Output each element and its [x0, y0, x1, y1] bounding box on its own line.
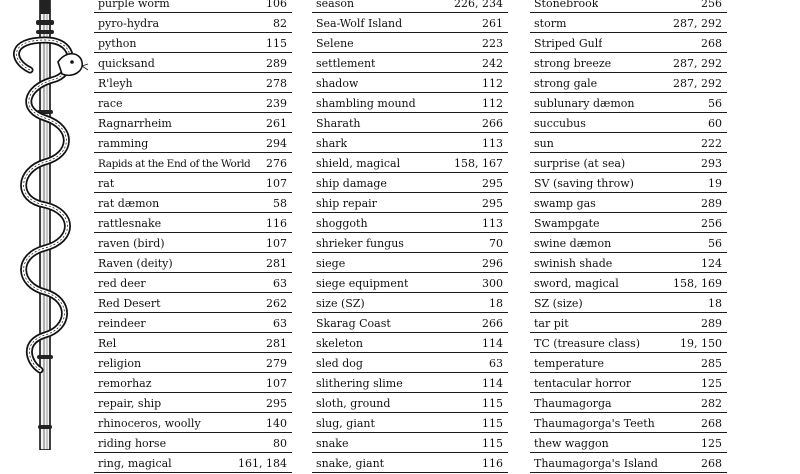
index-term: slithering slime	[316, 377, 403, 390]
index-page-number: 294	[266, 137, 287, 150]
index-entry	[530, 174, 727, 193]
index-page-number: 289	[701, 197, 722, 210]
index-term: SV (saving throw)	[534, 177, 634, 190]
index-entry	[312, 54, 508, 73]
index-page-number: 63	[273, 277, 287, 290]
index-entry	[312, 274, 508, 293]
index-entry	[530, 294, 727, 313]
index-term: settlement	[316, 57, 376, 70]
index-page-number: 223	[482, 37, 503, 50]
index-entry	[312, 234, 508, 253]
index-term: Sea-Wolf Island	[316, 17, 403, 30]
index-term: Rapids at the End of the World	[98, 158, 251, 170]
index-entry	[530, 74, 727, 93]
index-term: Selene	[316, 37, 354, 50]
index-entry	[530, 314, 727, 333]
index-page-number: 107	[266, 237, 287, 250]
index-term: reindeer	[98, 317, 146, 330]
index-entry	[94, 234, 292, 253]
index-entry	[94, 54, 292, 73]
index-term: Ragnarrheim	[98, 117, 172, 130]
index-term: storm	[534, 17, 567, 30]
index-page-number: 268	[701, 37, 722, 50]
index-entry	[530, 234, 727, 253]
index-entry	[94, 354, 292, 373]
index-page-number: 287, 292	[673, 57, 722, 70]
index-page-number: 266	[482, 117, 503, 130]
index-entry	[530, 414, 727, 433]
index-page-number: 295	[266, 397, 287, 410]
index-entry	[312, 34, 508, 53]
index-entry	[530, 214, 727, 233]
index-page-number: 56	[708, 97, 722, 110]
index-term: pyro-hydra	[98, 17, 160, 30]
index-term: religion	[98, 357, 142, 370]
index-term: purple worm	[98, 0, 170, 10]
index-term: sword, magical	[534, 277, 619, 290]
index-entry	[94, 214, 292, 233]
index-page-number: 125	[701, 377, 722, 390]
index-term: Red Desert	[98, 297, 161, 310]
index-page-number: 114	[482, 377, 503, 390]
index-term: size (SZ)	[316, 297, 365, 310]
index-page-number: 60	[708, 117, 722, 130]
index-term: Thaumagorga's Island	[534, 457, 658, 470]
index-page-number: 158, 169	[673, 277, 722, 290]
index-term: thew waggon	[534, 437, 609, 450]
index-term: slug, giant	[316, 417, 375, 430]
index-page-number: 289	[266, 57, 287, 70]
index-page-number: 226, 234	[454, 0, 503, 10]
index-term: riding horse	[98, 437, 167, 450]
index-entry	[530, 114, 727, 133]
index-term: swine dæmon	[534, 237, 612, 250]
index-page-number: 58	[273, 197, 287, 210]
index-entry	[94, 74, 292, 93]
index-page-number: 112	[482, 77, 503, 90]
index-term: swinish shade	[534, 257, 613, 270]
index-entry	[530, 334, 727, 353]
index-page-number: 158, 167	[454, 157, 503, 170]
index-entry	[530, 154, 727, 173]
index-term: Sharath	[316, 117, 361, 130]
index-term: R'leyh	[98, 77, 133, 90]
index-entry	[312, 214, 508, 233]
index-page-number: 268	[701, 457, 722, 470]
index-term: sloth, ground	[316, 397, 391, 410]
index-entry	[94, 14, 292, 33]
index-term: sublunary dæmon	[534, 97, 635, 110]
index-entry	[530, 354, 727, 373]
index-page-number: 256	[701, 217, 722, 230]
index-term: succubus	[534, 117, 586, 130]
index-entry	[312, 0, 508, 13]
index-page-number: 239	[266, 97, 287, 110]
index-term: sled dog	[316, 357, 363, 370]
index-term: Striped Gulf	[534, 37, 603, 50]
index-entry	[530, 0, 727, 13]
index-term: rat dæmon	[98, 197, 160, 210]
index-page-number: 300	[482, 277, 503, 290]
index-page-number: 82	[273, 17, 287, 30]
index-page-number: 278	[266, 77, 287, 90]
index-page-number: 63	[273, 317, 287, 330]
index-entry	[312, 374, 508, 393]
index-term: raven (bird)	[98, 237, 165, 250]
index-term: skeleton	[316, 337, 363, 350]
index-page-number: 124	[701, 257, 722, 270]
index-page-number: 256	[701, 0, 722, 10]
index-term: ring, magical	[98, 457, 172, 470]
index-term: SZ (size)	[534, 297, 583, 310]
index-page-number: 63	[489, 357, 503, 370]
index-page-number: 140	[266, 417, 287, 430]
index-page-number: 295	[482, 197, 503, 210]
index-page-number: 281	[266, 337, 287, 350]
index-page-number: 113	[482, 137, 503, 150]
index-page-number: 279	[266, 357, 287, 370]
index-page-number: 107	[266, 177, 287, 190]
index-page-number: 222	[701, 137, 722, 150]
index-page-number: 107	[266, 377, 287, 390]
index-entry	[94, 254, 292, 273]
index-term: red deer	[98, 277, 146, 290]
index-term: Raven (deity)	[98, 257, 173, 270]
index-entry	[530, 14, 727, 33]
index-page-number: 282	[701, 397, 722, 410]
index-page-number: 70	[489, 237, 503, 250]
index-entry	[530, 134, 727, 153]
index-page-number: 18	[489, 297, 503, 310]
index-entry	[94, 294, 292, 313]
index-entry	[312, 294, 508, 313]
index-term: shield, magical	[316, 157, 401, 170]
index-page-number: 56	[708, 237, 722, 250]
index-term: shoggoth	[316, 217, 368, 230]
index-term: repair, ship	[98, 397, 162, 410]
index-term: Swampgate	[534, 217, 600, 230]
index-entry	[94, 134, 292, 153]
index-term: temperature	[534, 357, 605, 370]
index-term: ship repair	[316, 197, 377, 210]
index-term: surprise (at sea)	[534, 157, 626, 170]
index-entry	[312, 74, 508, 93]
index-page-number: 285	[701, 357, 722, 370]
index-term: strong gale	[534, 77, 598, 90]
index-term: Thaumagorga's Teeth	[534, 417, 655, 430]
index-entry	[94, 94, 292, 113]
index-term: tentacular horror	[534, 377, 632, 390]
index-page-number: 106	[266, 0, 287, 10]
index-entry	[530, 34, 727, 53]
index-term: python	[98, 37, 137, 50]
index-term: strong breeze	[534, 57, 612, 70]
index-page-number: 161, 184	[238, 457, 287, 470]
index-entry	[312, 94, 508, 113]
index-entry	[94, 394, 292, 413]
index-entry	[312, 454, 508, 473]
index-entry	[530, 454, 727, 473]
index-term: Rel	[98, 337, 117, 350]
index-page-number: 115	[482, 397, 503, 410]
index-term: siege equipment	[316, 277, 409, 290]
index-entry	[94, 434, 292, 453]
index-page-number: 289	[701, 317, 722, 330]
index-term: shambling mound	[316, 97, 416, 110]
index-term: rat	[98, 177, 115, 190]
index-term: quicksand	[98, 57, 155, 70]
index-entry	[312, 174, 508, 193]
index-page-number: 125	[701, 437, 722, 450]
index-term: siege	[316, 257, 346, 270]
index-page-number: 287, 292	[673, 77, 722, 90]
index-column-3	[530, 0, 727, 474]
index-term: rattlesnake	[98, 217, 162, 230]
index-page-number: 113	[482, 217, 503, 230]
index-page-number: 116	[482, 457, 503, 470]
index-term: season	[316, 0, 355, 10]
serpent-staff-illustration	[0, 0, 90, 450]
index-page-number: 287, 292	[673, 17, 722, 30]
index-term: snake	[316, 437, 349, 450]
index-entry	[530, 394, 727, 413]
index-page-number: 262	[266, 297, 287, 310]
index-entry	[94, 454, 292, 473]
index-entry	[94, 334, 292, 353]
index-page-number: 295	[482, 177, 503, 190]
index-page-number: 261	[266, 117, 287, 130]
index-entry	[312, 254, 508, 273]
index-entry	[312, 354, 508, 373]
index-entry	[530, 94, 727, 113]
index-page-number: 114	[482, 337, 503, 350]
index-entry	[312, 114, 508, 133]
index-term: race	[98, 97, 123, 110]
index-entry	[312, 134, 508, 153]
index-entry	[94, 114, 292, 133]
index-entry	[312, 194, 508, 213]
index-page-number: 296	[482, 257, 503, 270]
index-entry	[530, 254, 727, 273]
index-entry	[94, 34, 292, 53]
index-page-number: 293	[701, 157, 722, 170]
index-entry	[530, 274, 727, 293]
index-term: rhinoceros, woolly	[98, 417, 201, 430]
index-page-number: 115	[266, 37, 287, 50]
index-page-number: 18	[708, 297, 722, 310]
index-page-number: 112	[482, 97, 503, 110]
index-entry	[312, 314, 508, 333]
index-term: TC (treasure class)	[534, 337, 641, 350]
index-entry	[94, 274, 292, 293]
index-entry	[530, 194, 727, 213]
index-entry	[312, 334, 508, 353]
index-term: sun	[534, 137, 554, 150]
index-column-2	[312, 0, 508, 474]
index-entry	[94, 154, 292, 173]
index-entry	[312, 414, 508, 433]
index-page-number: 261	[482, 17, 503, 30]
index-page-number: 242	[482, 57, 503, 70]
index-term: remorhaz	[98, 377, 152, 390]
index-entry	[312, 14, 508, 33]
index-entry	[94, 0, 292, 13]
index-entry	[312, 394, 508, 413]
index-entry	[312, 154, 508, 173]
index-term: Skarag Coast	[316, 317, 391, 330]
index-term: swamp gas	[534, 197, 596, 210]
index-term: shark	[316, 137, 348, 150]
index-term: tar pit	[534, 317, 569, 330]
index-entry	[312, 434, 508, 453]
index-term: Stonebrook	[534, 0, 599, 10]
index-entry	[94, 314, 292, 333]
index-page-number: 281	[266, 257, 287, 270]
index-entry	[94, 194, 292, 213]
index-entry	[530, 54, 727, 73]
index-term: snake, giant	[316, 457, 385, 470]
index-page-number: 116	[266, 217, 287, 230]
index-page-number: 19	[708, 177, 722, 190]
index-page-number: 19, 150	[680, 337, 722, 350]
index-entry	[530, 374, 727, 393]
index-page-number: 268	[701, 417, 722, 430]
index-entry	[94, 374, 292, 393]
index-term: shadow	[316, 77, 359, 90]
index-page-number: 266	[482, 317, 503, 330]
index-term: Thaumagorga	[534, 397, 612, 410]
index-column-1	[94, 0, 292, 474]
index-page-number: 276	[266, 157, 287, 170]
index-entry	[94, 174, 292, 193]
index-term: ramming	[98, 137, 149, 150]
index-term: ship damage	[316, 177, 387, 190]
index-entry	[94, 414, 292, 433]
index-term: shrieker fungus	[316, 237, 404, 250]
index-page-number: 115	[482, 437, 503, 450]
index-entry	[530, 434, 727, 453]
index-page-number: 80	[273, 437, 287, 450]
index-page-number: 115	[482, 417, 503, 430]
